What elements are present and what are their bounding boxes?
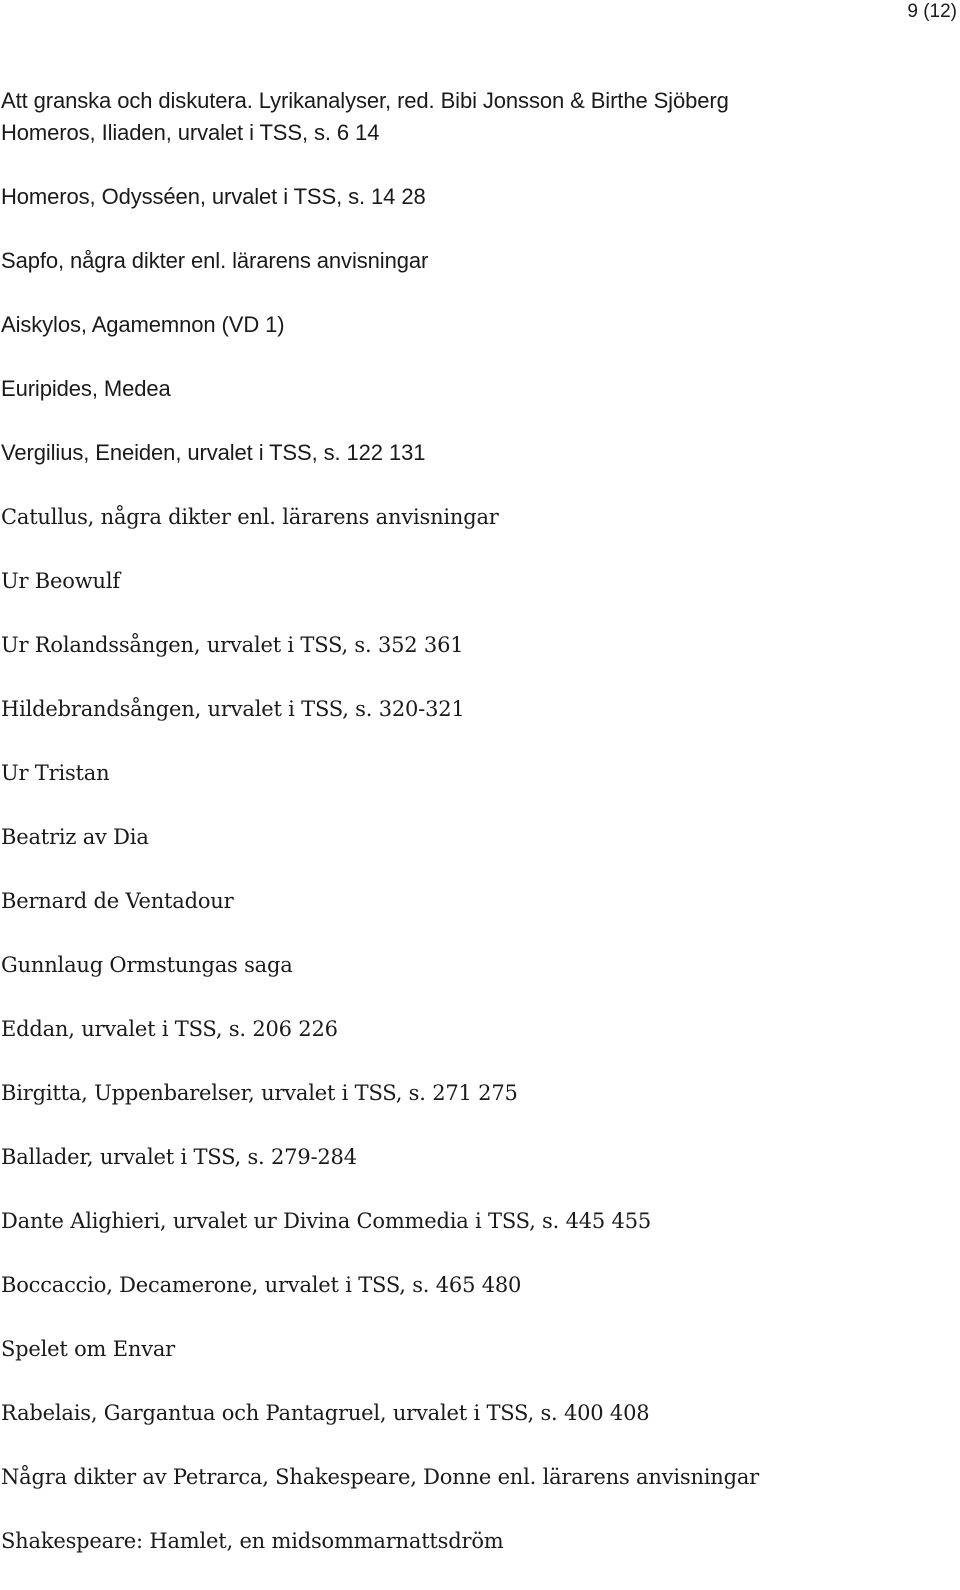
list-item: Dante Alighieri, urvalet ur Divina Commedia i TSS, s. 445 455 — [1, 1209, 652, 1233]
page-number: 9 (12) — [907, 1, 957, 22]
list-item: Ur Beowulf — [1, 569, 120, 593]
list-item: Ur Rolandssången, urvalet i TSS, s. 352 361 — [1, 633, 464, 657]
list-item: Gunnlaug Ormstungas saga — [1, 953, 293, 977]
list-item: Shakespeare: Hamlet, en midsommarnattsdröm — [1, 1529, 504, 1553]
list-item: Hildebrandsången, urvalet i TSS, s. 320-321 — [1, 697, 465, 721]
list-item: Euripides, Medea — [1, 376, 171, 401]
list-item: Aiskylos, Agamemnon (VD 1) — [1, 312, 285, 337]
list-item: Beatriz av Dia — [1, 825, 149, 849]
list-item: Ur Tristan — [1, 761, 110, 785]
list-item: Några dikter av Petrarca, Shakespeare, Donne enl. lärarens anvisningar — [1, 1465, 760, 1489]
list-item: Att granska och diskutera. Lyrikanalyser, red. Bibi Jonsson & Birthe Sjöberg — [1, 88, 729, 113]
list-item: Homeros, Odysséen, urvalet i TSS, s. 14 28 — [1, 184, 426, 209]
list-item: Bernard de Ventadour — [1, 889, 234, 913]
list-item: Boccaccio, Decamerone, urvalet i TSS, s. 465 480 — [1, 1273, 522, 1297]
list-item: Catullus, några dikter enl. lärarens anvisningar — [1, 505, 499, 529]
list-item: Homeros, Iliaden, urvalet i TSS, s. 6 14 — [1, 120, 380, 145]
reading-list — [1, 86, 956, 1590]
list-item: Sapfo, några dikter enl. lärarens anvisningar — [1, 248, 429, 273]
list-item: Vergilius, Eneiden, urvalet i TSS, s. 122 131 — [1, 440, 426, 465]
list-item: Spelet om Envar — [1, 1337, 176, 1361]
list-item: Birgitta, Uppenbarelser, urvalet i TSS, s. 271 275 — [1, 1081, 518, 1105]
list-item: Ballader, urvalet i TSS, s. 279-284 — [1, 1145, 357, 1169]
list-item: Eddan, urvalet i TSS, s. 206 226 — [1, 1017, 338, 1041]
list-item: Rabelais, Gargantua och Pantagruel, urvalet i TSS, s. 400 408 — [1, 1401, 650, 1425]
